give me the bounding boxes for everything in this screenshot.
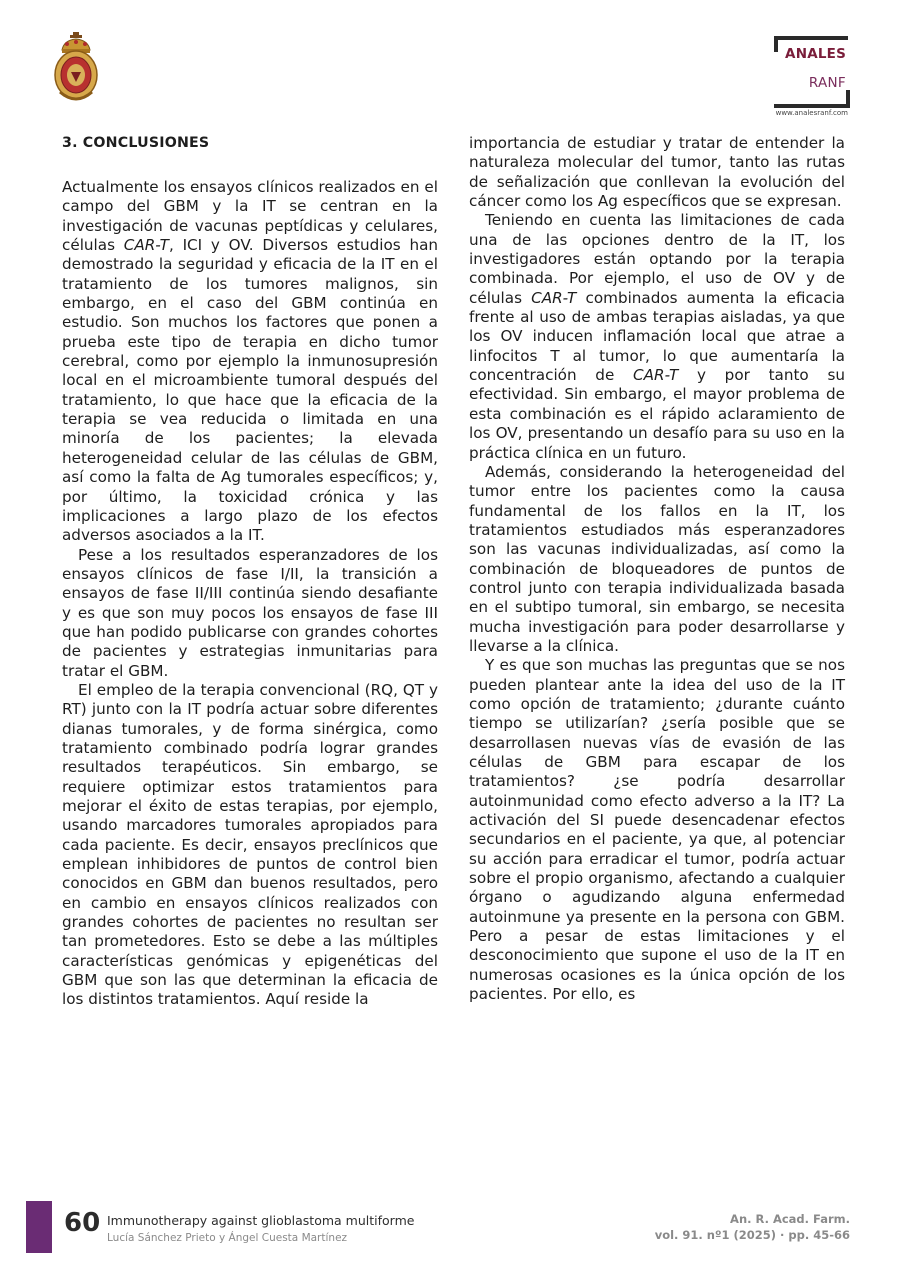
page-number: 60 [64, 1208, 101, 1238]
paragraph: Además, considerando la heterogeneidad del tumor entre los pacientes como la causa fundamental de los fallos en la IT, los tratamientos estudiados más esperanzadores son las vacunas individualizadas, así como la combinación de bloqueadores de puntos de control junto con terapia individualizada basada en el subtipo tumoral, sin embargo, se necesita mucha investigación para poder desarrollarse y llevarse a la clínica. [469, 462, 845, 655]
italic-term: CAR-T [633, 366, 679, 385]
logo-word-ranf: RANF [808, 75, 846, 91]
footer-journal: An. R. Acad. Farm. [730, 1212, 850, 1226]
paragraph: El empleo de la terapia convencional (RQ, QT y RT) junto con la IT podría actuar sobre diferentes dianas tumorales, y de forma sinérgica, como tratamiento combinado podría lograr grandes resultados terapéuticos. Sin embargo, se requiere optimizar estos tratamientos para mejorar el éxito de estas terapias, por ejemplo, usando marcadores tumorales apropiados para cada paciente. Es decir, ensayos preclínicos que emplean inhibidores de puntos de control bien conocidos en GBM dan buenos resultados, pero en cambio en ensayos clínicos realizados con grandes cohortes de pacientes no resultan ser tan prometedores. Esto se debe a las múltiples características genómicas y epigenéticas del GBM que son las que determinan la eficacia de los distintos tratamientos. Aquí reside la [62, 680, 438, 1009]
paragraph: Y es que son muchas las preguntas que se nos pueden plantear ante la idea del uso de la IT como opción de tratamiento; ¿durante cuánto tiempo se utilizarían? ¿sería posible que se desarrollasen nuevas vías de evasión de las células de GBM para escapar de los tratamientos? ¿se podría desarrollar autoinmunidad como efecto adverso a la IT? La activación del SI puede desencadenar efectos secundarios en el paciente, ya que, al potenciar su acción para erradicar el tumor, podría actuar sobre el propio organismo, afectando a cualquier órgano o agudizando alguna enfermedad autoinmune ya presente en la persona con GBM. Pero a pesar de estas limitaciones y el desconocimiento que supone el uso de la IT en numerosas ocasiones es la única opción de los pacientes. Por ello, es [469, 656, 845, 1004]
paragraph: Actualmente los ensayos clínicos realizados en el campo del GBM y la IT se centran en la investigación de vacunas peptídicas y celulares, células CAR-T, ICI y OV. Diversos estudios han demostrado la seguridad y eficacia de la IT en el tratamiento de los tumores malignos, sin embargo, en el caso del GBM continúa en estudio. Son muchos los factores que ponen a prueba este tipo de terapia en dicho tumor cerebral, como por ejemplo la inmunosupresión local en el microambiente tumoral después del tratamiento, lo que hace que la eficacia de la terapia se vea reducida o limitada en una minoría de los pacientes; la elevada heterogeneidad celular de las células de GBM, así como la falta de Ag tumorales específicos; y, por último, la toxicidad crónica y las implicaciones a largo plazo de los efectos adversos asociados a la IT. [62, 178, 439, 545]
paragraph: Pese a los resultados esperanzadores de los ensayos clínicos de fase I/II, la transición a ensayos de fase II/III continúa siendo desafiante y es que son muy pocos los ensayos de fase III que han podido publicarse con grandes cohortes de pacientes y estrategias inmunitarias para tratar el GBM. [62, 545, 438, 680]
journal-logo [766, 36, 856, 122]
italic-term: CAR-T [531, 288, 577, 307]
logo-frame-bottom [774, 90, 850, 108]
journal-url: www.analesranf.com [775, 109, 848, 117]
footer-volume: vol. 91. nº1 (2025) · pp. 45-66 [654, 1228, 850, 1242]
paragraph: Teniendo en cuenta las limitaciones de cada una de las opciones dentro de la IT, los investigadores están optando por la terapia combinada. Por ejemplo, el uso de OV y de células CAR-T combinados aumenta la eficacia frente al uso de ambas terapias aisladas, ya que los OV inducen inflamación local que atrae a linfocitos T al tumor, lo que aumentaría la concentración de CAR-T y por tanto su efectividad. Sin embargo, el mayor problema de esta combinación es el rápido aclaramiento de los OV, presentando un desafío para su uso en la práctica clínica en un futuro. [469, 211, 845, 462]
italic-term: CAR-T [123, 236, 169, 255]
footer-article-title: Immunotherapy against glioblastoma multiforme [107, 1213, 415, 1228]
right-column [469, 134, 845, 1004]
footer-authors: Lucía Sánchez Prieto y Ángel Cuesta Martínez [107, 1232, 348, 1244]
logo-word-anales: ANALES [785, 46, 846, 62]
paragraph: importancia de estudiar y tratar de entender la naturaleza molecular del tumor, tanto las rutas de señalización que conllevan la evolución del cáncer como los Ag específicos que se expresan. [469, 134, 845, 211]
left-column [62, 134, 438, 1010]
footer-accent-bar [26, 1201, 52, 1253]
section-heading: 3. CONCLUSIONES [62, 135, 210, 151]
crest-icon [52, 32, 100, 106]
